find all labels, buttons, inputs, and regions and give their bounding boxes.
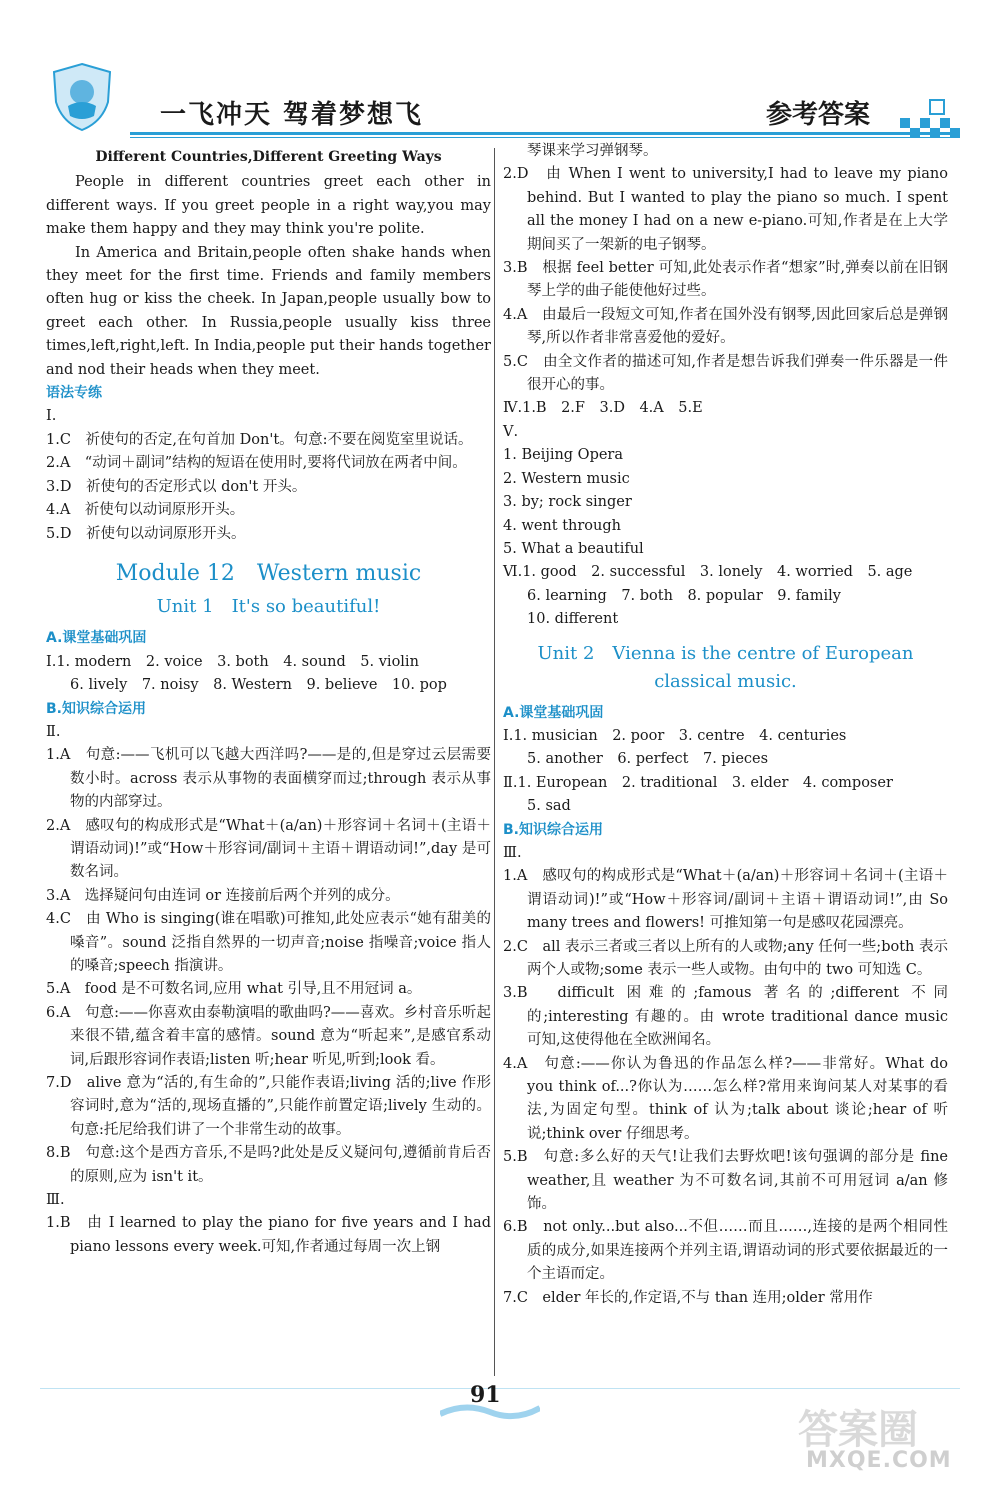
answer-line: Ⅰ.1. modern 2. voice 3. both 4. sound 5. violin xyxy=(46,653,419,670)
answer-item: 3.B 根据 feel better 可知,此处表示作者“想家”时,弹奏以前在旧钢琴上学的曲子能使他好过些。 xyxy=(503,260,948,300)
module-title: Module 12 Western music xyxy=(115,560,422,586)
answer-item: 5.A food 是不可数名词,应用 what 引导,且不用冠词 a。 xyxy=(46,981,422,998)
shield-logo-icon xyxy=(50,62,114,132)
answer-item: 4.A 由最后一段短文可知,作者在国外没有钢琴,因此回家后总是弹钢琴,所以作者非常喜爱他的爱好。 xyxy=(503,306,948,347)
answer-item: 4.A 句意:——你认为鲁迅的作品怎么样?——非常好。What do you think of...?你认为……怎么样?常用来询问某人对某事的看法,为固定句型。think of 认为;talk about 谈论;hear of 听说;think over 仔细思考。 xyxy=(503,1055,948,1142)
watermark-logo: 答案圈 xyxy=(798,1407,918,1453)
passage-paragraph: In America and Britain,people often shake hands when they meet for the first time. Friends and family members often hug or kiss the cheek. In Japan,people usually bow to greet each other. In Russia,people usually kiss three times,left,right,left. In India,people put their hands together and nod their heads when they meet. xyxy=(46,244,491,378)
answer-item: 1.A 句意:——飞机可以飞越大西洋吗?——是的,但是穿过云层需要数小时。across 表示从事物的表面横穿而过;through 表示从事物的内部穿过。 xyxy=(46,747,491,811)
header-section-title: 参考答案 xyxy=(765,100,870,130)
watermark-url: MXQE.COM xyxy=(806,1448,952,1473)
answer-line-continued: 5. another 6. perfect 7. pieces xyxy=(527,751,769,768)
answer-item: 8.B 句意:这个是西方音乐,不是吗?此处是反义疑问句,遵循前肯后否的原则,应为 isn't it。 xyxy=(46,1145,491,1185)
column-divider xyxy=(494,148,495,1376)
answer-item: 3.A 选择疑问句由连词 or 连接前后两个并列的成分。 xyxy=(46,887,400,904)
answer-line: 4. went through xyxy=(503,517,621,534)
answer-item: 7.D alive 意为“活的,有生命的”,只能作表语;living 活的;live 作形容词时,意为“活的,现场直播的”,只能作前置定语;lively 生动的。句意:托尼给我们讲了一个非常生动的故事。 xyxy=(46,1075,491,1138)
answer-item: 5.B 句意:多么好的天气!让我们去野炊吧!该句强调的部分是 fine weather,且 weather 为不可数名词,其前不可用冠词 a/an 修饰。 xyxy=(503,1149,948,1213)
answer-item: 1.B 由 I learned to play the piano for five years and I had piano lessons every week.可知,作者通过每周一次上钢 xyxy=(46,1215,491,1255)
page-header xyxy=(40,60,960,140)
answer-item: 2.A “动词＋副词”结构的短语在使用时,要将代词放在两者中间。 xyxy=(46,455,467,472)
header-slogan: 一飞冲天 驾着梦想飞 xyxy=(160,100,424,130)
answer-item: 3.D 祈使句的否定形式以 don't 开头。 xyxy=(46,478,307,495)
answer-item: 4.A 祈使句以动词原形开头。 xyxy=(46,502,245,519)
passage-title: Different Countries,Different Greeting Ways xyxy=(95,149,442,165)
answer-item: 1.A 感叹句的构成形式是“What＋(a/an)＋形容词＋名词＋(主语＋谓语动词)!”或“How＋形容词/副词＋主语＋谓语动词!”,由 So many trees and flowers! 可推知第一句是感叹花园漂亮。 xyxy=(503,868,948,932)
header-rule-thin xyxy=(130,137,950,138)
answer-item: 4.C 由 Who is singing(谁在唱歌)可推知,此处应表示“她有甜美的嗓音”。sound 泛指自然界的一切声音;noise 指噪音;voice 指人的嗓音;speech 指演讲。 xyxy=(46,911,491,974)
answer-line-continued: 10. different xyxy=(527,611,619,628)
answer-line-continued: 6. learning 7. both 8. popular 9. family xyxy=(527,587,841,604)
header-rule xyxy=(130,132,950,135)
answer-line: Ⅱ.1. European 2. traditional 3. elder 4. composer xyxy=(503,774,893,791)
answer-line: 5. What a beautiful xyxy=(503,540,644,557)
answer-item: 2.C all 表示三者或三者以上所有的人或物;any 任何一些;both 表示两个人或物;some 表示一些人或物。由句中的 two 可知选 C。 xyxy=(503,938,948,978)
answer-line: Ⅰ.1. musician 2. poor 3. centre 4. centuries xyxy=(503,727,847,744)
left-column xyxy=(46,140,491,1259)
section-heading: B.知识综合运用 xyxy=(503,821,603,838)
passage-paragraph: People in different countries greet each other in different ways. If you greet people in a right way,you may make them happy and they may think you're polite. xyxy=(46,174,491,238)
answer-line-continued: 5. sad xyxy=(527,798,571,815)
answer-line: 3. by; rock singer xyxy=(503,494,632,511)
wave-decoration-icon xyxy=(440,1400,540,1422)
unit-title: Unit 1 It's so beautiful! xyxy=(156,596,381,618)
unit-title: Unit 2 Vienna is the centre of European classical music. xyxy=(537,642,914,692)
answer-line: Ⅱ. xyxy=(46,723,61,740)
answer-line: Ⅴ. xyxy=(503,423,519,440)
answer-line: 1. Beijing Opera xyxy=(503,447,624,464)
section-heading: B.知识综合运用 xyxy=(46,700,146,717)
answer-item: 2.D 由 When I went to university,I had to leave my piano behind. But I wanted to play the piano so much. I spent all the money I had on a new e-piano.可知,作者是在上大学期间买了一架新的电子钢琴。 xyxy=(503,166,948,253)
answer-line: Ⅲ. xyxy=(46,1192,65,1209)
right-column xyxy=(503,140,948,1310)
answer-item: 7.C elder 年长的,作定语,不与 than 连用;older 常用作 xyxy=(503,1289,873,1306)
answer-line-continued: 琴课来学习弹钢琴。 xyxy=(527,143,658,159)
section-heading: A.课堂基础巩固 xyxy=(503,704,604,721)
answer-line: Ⅰ. xyxy=(46,408,57,425)
answer-item: 5.C 由全文作者的描述可知,作者是想告诉我们弹奏一件乐器是一件很开心的事。 xyxy=(503,353,948,394)
page-number: 91 xyxy=(470,1382,501,1408)
answer-line: Ⅳ.1.B 2.F 3.D 4.A 5.E xyxy=(503,400,703,417)
answer-line: Ⅲ. xyxy=(503,844,522,861)
answer-line-continued: 6. lively 7. noisy 8. Western 9. believe 10. pop xyxy=(70,677,447,694)
answer-item: 6.B not only...but also...不但……而且……,连接的是两个相同性质的成分,如果连接两个并列主语,谓语动词的形式要依据最近的一个主语而定。 xyxy=(503,1219,948,1283)
section-heading: A.课堂基础巩固 xyxy=(46,630,147,647)
answer-item: 6.A 句意:——你喜欢由泰勒演唱的歌曲吗?——喜欢。乡村音乐听起来很不错,蕴含着丰富的感情。sound 意为“听起来”,是感官系动词,后跟形容词作表语;listen 听;hear 听见,听到;look 看。 xyxy=(46,1004,491,1068)
section-heading: 语法专练 xyxy=(46,385,102,402)
answer-line: 2. Western music xyxy=(503,470,630,487)
answer-item: 3.B difficult 困难的;famous 著名的;different 不同的;interesting 有趣的。由 wrote traditional dance music 可知,这使得他在全欧洲闻名。 xyxy=(503,985,948,1049)
answer-item: 2.A 感叹句的构成形式是“What＋(a/an)＋形容词＋名词＋(主语＋谓语动词)!”或“How＋形容词/副词＋主语＋谓语动词!”,day 是可数名词。 xyxy=(46,817,491,881)
answer-item: 5.D 祈使句以动词原形开头。 xyxy=(46,525,246,542)
watermark xyxy=(798,1398,978,1478)
answer-item: 1.C 祈使句的否定,在句首加 Don't。句意:不要在阅览室里说话。 xyxy=(46,431,473,448)
answer-line: Ⅵ.1. good 2. successful 3. lonely 4. worried 5. age xyxy=(503,564,913,581)
